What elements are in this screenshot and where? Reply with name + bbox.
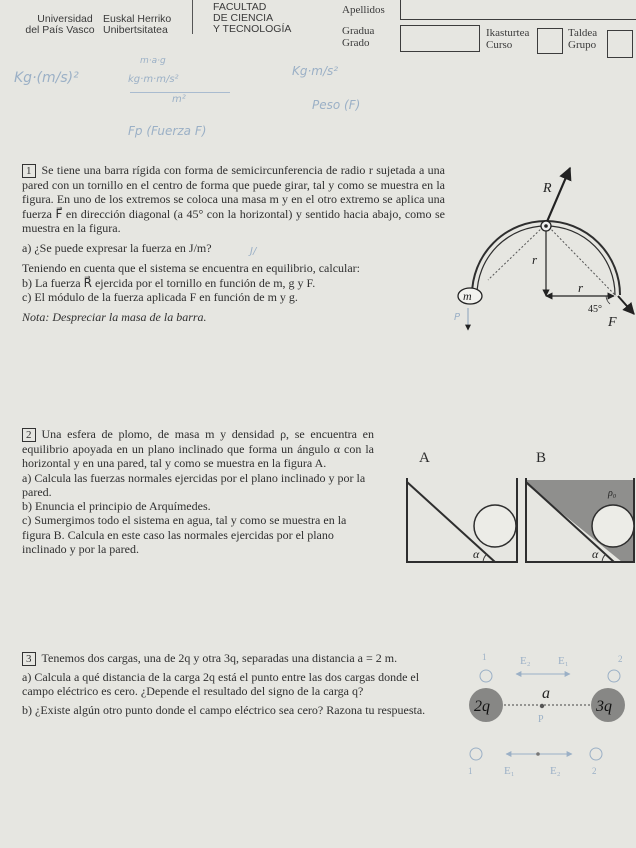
handwritten-label: E₁: [558, 655, 569, 667]
handwritten-label: E₂: [550, 765, 561, 777]
ikasturtea-label: Ikasturtea Curso: [486, 27, 530, 51]
problem-3-question-a: a) Calcula a qué distancia de la carga 2q está el punto entre las dos cargas donde el campo eléctrico es cero. ¿Depende el resultado del signo de la carga q?: [22, 670, 420, 699]
handwritten-note: Peso (F): [312, 98, 361, 112]
handwritten-label: 2: [618, 654, 623, 664]
problem-2-question-c: c) Sumergimos todo el sistema en agua, tal y como se muestra en la figura B. Calcula en este caso las normales ejercidas por el plano inclinado y por la pared.: [22, 513, 347, 557]
handwritten-note: kg·m·m/s²: [128, 74, 179, 85]
taldea-label: Taldea Grupo: [568, 27, 598, 51]
handwritten-note: J/: [250, 246, 257, 257]
problem-number: 3: [22, 652, 36, 666]
problem-2-question-b: b) Enuncia el principio de Arquímedes.: [22, 499, 211, 514]
handwritten-label: 2: [592, 766, 597, 776]
university-name-es: Universidad del País Vasco: [25, 13, 95, 36]
angle-arc-B: [602, 554, 606, 562]
handwritten-note: Kg·m/s²: [292, 64, 339, 78]
handwritten-point: [540, 704, 544, 708]
figure-A-label: A: [419, 450, 430, 466]
screw-center: [544, 224, 548, 228]
problem-1-text: [22, 163, 445, 325]
handwritten-note: Fp (Fuerza F): [128, 124, 207, 138]
problem-number: 1: [22, 164, 36, 178]
figure-B-label: B: [536, 450, 547, 466]
faculty-name: FACULTAD DE CIENCIA Y TECNOLOGÍA: [213, 1, 292, 35]
problem-1-condition: Teniendo en cuenta que el sistema se encuentra en equilibrio, calcular:: [22, 261, 361, 276]
problem-1-note: Nota: Despreciar la masa de la barra.: [22, 310, 207, 325]
handwritten-circle: [480, 670, 492, 682]
charge-2q-label: 2q: [474, 698, 490, 715]
r-label-vertical: r: [532, 252, 538, 267]
problem-3-question-b: b) ¿Existe algún otro punto donde el campo eléctrico sea cero? Razona tu respuesta.: [22, 702, 426, 717]
R-label: R⃗: [543, 181, 563, 196]
charge-3q-label: 3q: [596, 698, 612, 715]
sphere-B: [592, 505, 634, 547]
handwritten-note: P: [454, 312, 461, 323]
handwritten-circle: [608, 670, 620, 682]
handwritten-circle: [590, 748, 602, 760]
force-F-arrow: [618, 296, 634, 314]
alpha-label-A: α: [473, 547, 480, 561]
handwritten-label: 1: [482, 652, 487, 662]
problem-3-text: [22, 651, 434, 717]
problem-1-question-c: c) El módulo de la fuerza aplicada F en función de m y g.: [22, 290, 298, 305]
university-name-eu: Euskal Herriko Unibertsitatea: [103, 13, 172, 36]
F-label: F⃗: [608, 315, 628, 330]
angle-label: 45°: [588, 304, 602, 315]
handwritten-label: E₂: [520, 655, 531, 667]
rho-label: ρ₀: [608, 488, 617, 499]
problem-1-intro: Se tiene una barra rígida con forma de semicircunferencia de radio r sujetada a una pared con un tornillo en el centro de forma que puede girar, tal y como se muestra en la figura. En uno de los extremos se coloca una masa m y en el otro extremo se aplica una fuerza F⃗ en dirección diagonal (a 45° con la horizontal) y sentido hacia abajo, como se muestra en la figura.: [22, 163, 445, 235]
figure-A: [405, 478, 519, 564]
handwritten-label: P: [538, 714, 544, 725]
handwritten-point: [536, 752, 540, 756]
apellidos-box[interactable]: [400, 0, 636, 20]
handwritten-circle: [470, 748, 482, 760]
problem-2-question-a: a) Calcula las fuerzas normales ejercidas por el plano inclinado y por la pared.: [22, 470, 366, 499]
curso-box[interactable]: [537, 28, 563, 54]
problem-1-question-b: b) La fuerza R⃗ ejercida por el tornillo en función de m, g y F.: [22, 275, 316, 290]
handwritten-note: Kg·(m/s)²: [14, 70, 79, 86]
grado-box[interactable]: [400, 25, 480, 52]
gradua-label: Gradua Grado: [342, 25, 375, 49]
problem-1-question-a: a) ¿Se puede expresar la fuerza en J/m?: [22, 241, 212, 256]
angle-arc-A: [483, 554, 487, 562]
problem-1-figure: [448, 150, 636, 340]
handwritten-fraction-line: [130, 92, 230, 93]
handwritten-note: m²: [172, 94, 186, 105]
angle-arc: [606, 296, 610, 304]
handwritten-note: m·a·g: [140, 56, 166, 66]
force-R-arrow: [546, 168, 570, 224]
problem-2-text: [22, 427, 374, 556]
problem-3-intro: Tenemos dos cargas, una de 2q y otra 3q, separadas una distancia a = 2 m.: [41, 651, 398, 665]
problem-3-figure: [462, 650, 636, 780]
mass-label: m: [463, 289, 472, 303]
wall: [533, 300, 536, 303]
alpha-label-B: α: [592, 547, 599, 561]
problem-number: 2: [22, 428, 36, 442]
figure-B: [524, 478, 636, 564]
r-label-horizontal: r: [578, 280, 584, 295]
handwritten-label: 1: [468, 766, 473, 776]
problem-2-intro: Una esfera de plomo, de masa m y densidad ρ, se encuentra en equilibrio apoyada en un plano inclinado que forma un ángulo α con la horizontal y en una pared, tal y como se muestra en la figura A.: [22, 427, 374, 471]
grupo-box[interactable]: [607, 30, 633, 58]
sphere-A: [474, 505, 516, 547]
distance-label: a: [542, 685, 550, 702]
handwritten-label: E₁: [504, 765, 515, 777]
apellidos-label: Apellidos: [342, 4, 385, 16]
header-divider: [192, 0, 193, 34]
